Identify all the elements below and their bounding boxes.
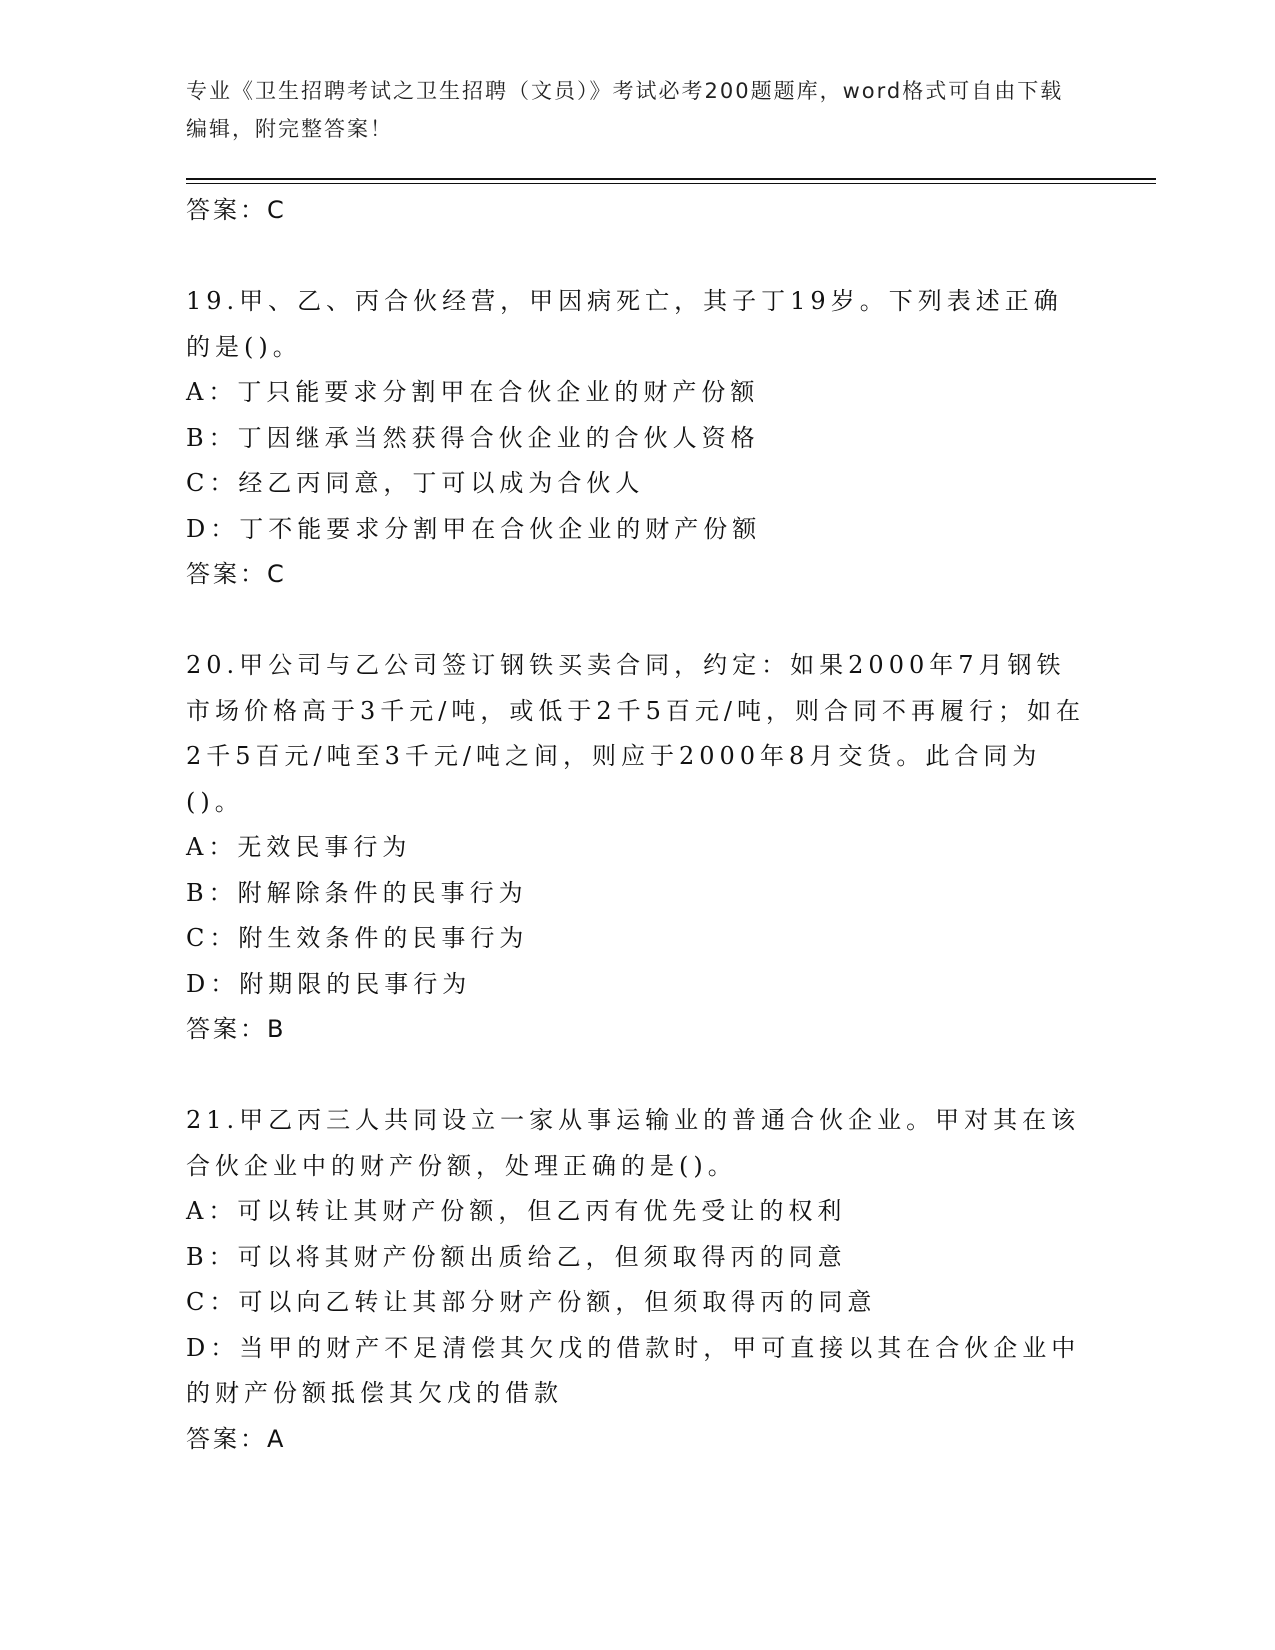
page-header: 专业《卫生招聘考试之卫生招聘（文员）》考试必考200题题库，word格式可自由下载编辑，附完整答案！ [186, 79, 1064, 141]
answer-line: 答案：C [186, 196, 287, 224]
option-d: D：当甲的财产不足清偿其欠戊的借款时，甲可直接以其在合伙企业中的财产份额抵偿其欠戊的借款 [186, 1333, 1081, 1407]
option-c: C：附生效条件的民事行为 [186, 924, 529, 952]
header-rule-thick [186, 178, 1156, 180]
option-d: D：丁不能要求分割甲在合伙企业的财产份额 [186, 514, 762, 543]
option-a: A：无效民事行为 [186, 833, 412, 861]
question-21 [186, 1098, 1086, 1462]
question-stem: 21.甲乙丙三人共同设立一家从事运输业的普通合伙企业。甲对其在该合伙企业中的财产份额，处理正确的是()。 [186, 1106, 1081, 1180]
answer-line: 答案：A [186, 1424, 287, 1453]
answer-line: 答案：C [186, 560, 287, 588]
option-d: D：附期限的民事行为 [186, 969, 472, 998]
option-b: B：丁因继承当然获得合伙企业的合伙人资格 [186, 423, 760, 452]
question-stem: 20.甲公司与乙公司签订钢铁买卖合同，约定：如果2000年7月钢铁市场价格高于3千元/吨，或低于2千5百元/吨，则合同不再履行；如在2千5百元/吨至3千元/吨之间，则应于2000年8月交货。此合同为()。 [186, 651, 1085, 816]
option-a: A：丁只能要求分割甲在合伙企业的财产份额 [186, 378, 760, 406]
question-20 [186, 643, 1086, 1053]
header-rule-thin [186, 183, 1156, 184]
option-c: C：可以向乙转让其部分财产份额，但须取得丙的同意 [186, 1288, 877, 1316]
answer-line: 答案：B [186, 1015, 287, 1043]
option-b: B：可以将其财产份额出质给乙，但须取得丙的同意 [186, 1242, 847, 1271]
question-stem: 19.甲、乙、丙合伙经营，甲因病死亡，其子丁19岁。下列表述正确的是()。 [186, 287, 1063, 361]
option-b: B：附解除条件的民事行为 [186, 878, 528, 907]
question-19 [186, 279, 1086, 598]
option-a: A：可以转让其财产份额，但乙丙有优先受让的权利 [186, 1197, 847, 1225]
question-list [186, 188, 1086, 1462]
option-c: C：经乙丙同意，丁可以成为合伙人 [186, 469, 645, 497]
